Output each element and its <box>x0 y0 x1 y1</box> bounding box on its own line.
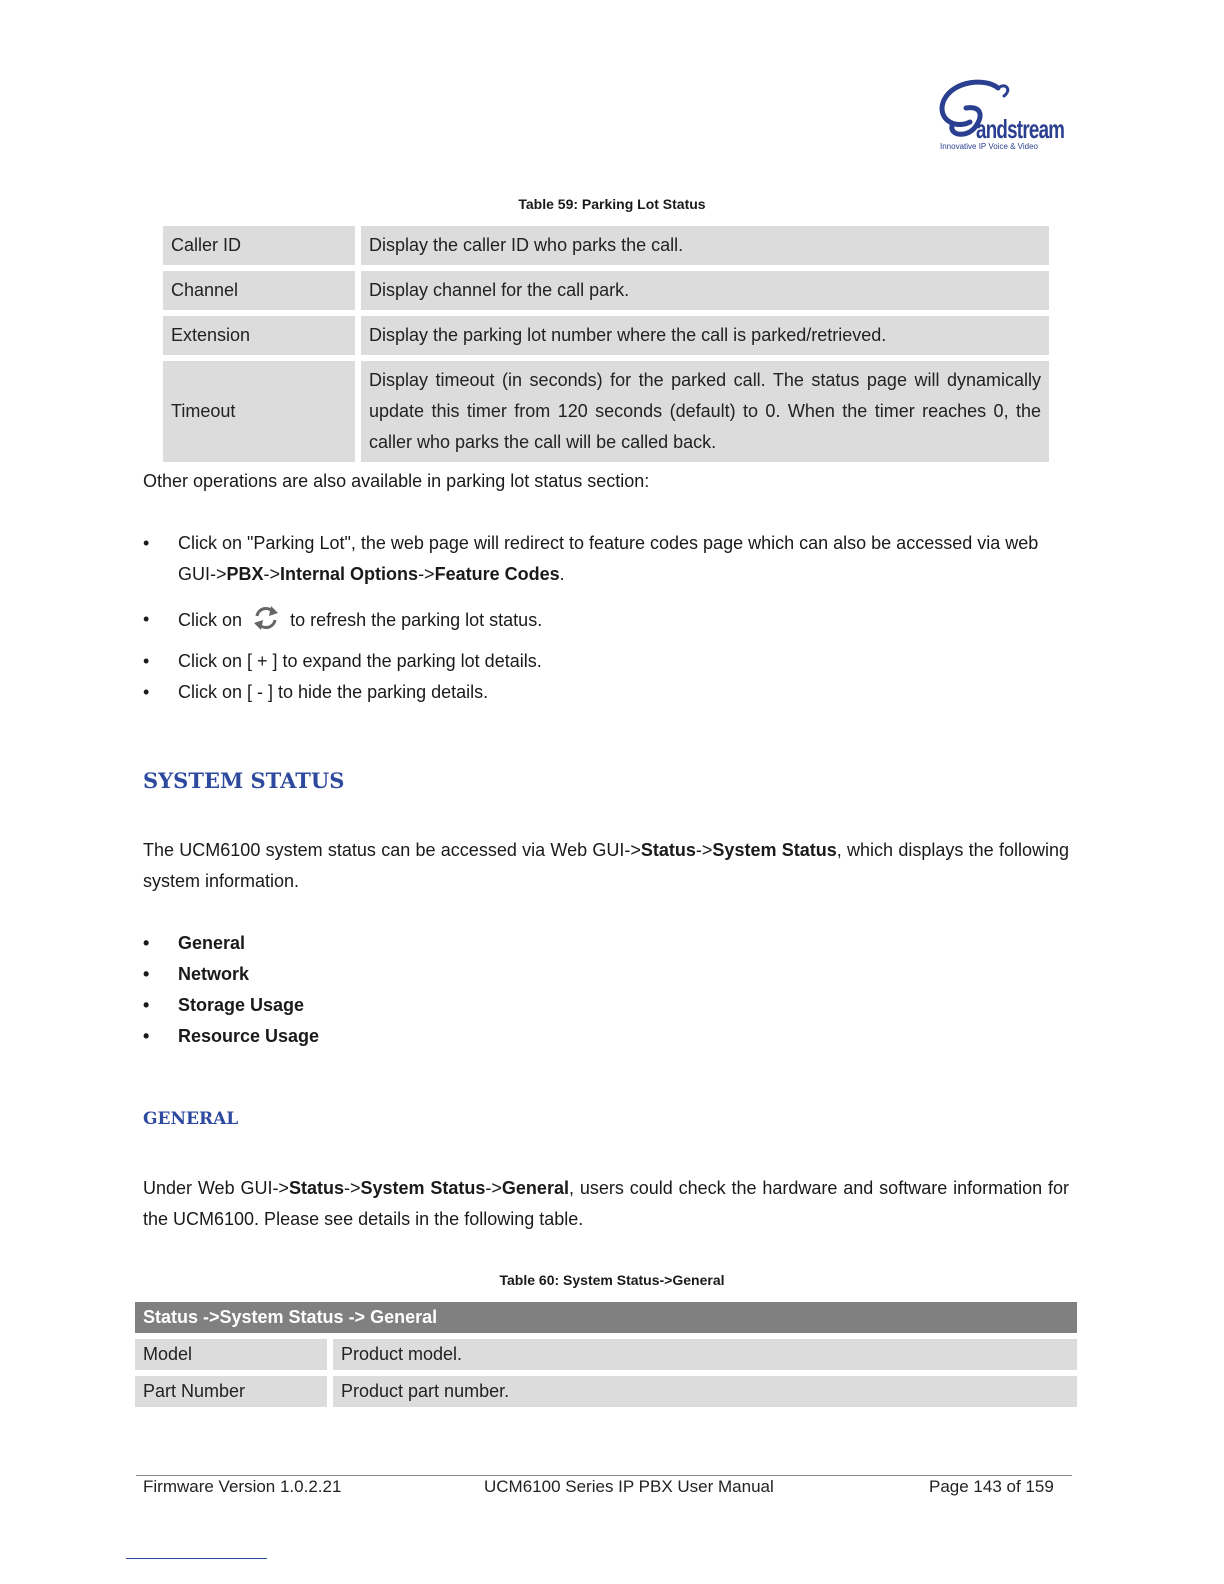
parking-lot-status-table <box>157 220 1055 468</box>
table-cell-key: Model <box>135 1339 327 1370</box>
list-item: • Click on [ + ] to expand the parking lot details. <box>143 646 1069 677</box>
table-row <box>135 1339 1077 1370</box>
pbx-link: PBX <box>226 564 264 584</box>
table60-caption: Table 60: System Status->General <box>499 1272 725 1288</box>
table-header-row <box>135 1302 1077 1333</box>
system-status-heading: SYSTEM STATUS <box>143 768 345 793</box>
table-cell-value: Display timeout (in seconds) for the parked call. The status page will dynamically update this timer from 120 seconds (default) to 0. When the timer reaches 0, the caller who parks the call will be called back. <box>361 361 1049 462</box>
footer-title: UCM6100 Series IP PBX User Manual <box>484 1477 774 1496</box>
table-cell-value: Product model. <box>333 1339 1077 1370</box>
list-item: • Click on to refresh the parking lot status. <box>143 604 1069 636</box>
logo-wordmark: andstream <box>976 114 1065 144</box>
list-item: • Network <box>143 959 1069 990</box>
table-cell-key: Channel <box>163 271 355 310</box>
table-cell-key: Caller ID <box>163 226 355 265</box>
table-cell-key: Extension <box>163 316 355 355</box>
refresh-icon <box>251 604 281 632</box>
table-row <box>163 271 1049 310</box>
table-cell-value: Display the parking lot number where the call is parked/retrieved. <box>361 316 1049 355</box>
system-info-list <box>143 928 1069 1052</box>
bottom-rule <box>126 1558 267 1559</box>
table-row <box>163 226 1049 265</box>
logo-tagline: Innovative IP Voice & Video <box>940 142 1038 151</box>
table-cell-value: Product part number. <box>333 1376 1077 1407</box>
table-header: Status ->System Status -> General <box>135 1302 1077 1333</box>
table-cell-value: Display channel for the call park. <box>361 271 1049 310</box>
table59-caption: Table 59: Parking Lot Status <box>518 196 706 212</box>
table-cell-key: Timeout <box>163 361 355 462</box>
system-status-general-table <box>129 1296 1083 1413</box>
footer-firmware: Firmware Version 1.0.2.21 <box>143 1477 342 1496</box>
other-ops-list <box>143 528 1069 708</box>
system-status-paragraph: The UCM6100 system status can be accessed via Web GUI->Status->System Status, which displays the following system information. <box>143 840 1069 891</box>
table-cell-value: Display the caller ID who parks the call. <box>361 226 1049 265</box>
table-row <box>163 316 1049 355</box>
footer-page-number: Page 143 of 159 <box>929 1477 1054 1496</box>
other-ops-intro: Other operations are also available in parking lot status section: <box>143 471 650 491</box>
table-row <box>135 1376 1077 1407</box>
list-item: • General <box>143 928 1069 959</box>
table-cell-key: Part Number <box>135 1376 327 1407</box>
table-row <box>163 361 1049 462</box>
list-item: • Resource Usage <box>143 1021 1069 1052</box>
list-item: • Storage Usage <box>143 990 1069 1021</box>
footer-divider <box>136 1475 1072 1476</box>
grandstream-logo <box>936 78 1066 154</box>
list-item: • Click on [ - ] to hide the parking details. <box>143 677 1069 708</box>
general-paragraph: Under Web GUI->Status->System Status->General, users could check the hardware and software information for the UCM6100. Please see details in the following table. <box>143 1178 1069 1229</box>
general-heading: GENERAL <box>143 1109 239 1129</box>
list-item: • Click on "Parking Lot", the web page will redirect to feature codes page which can also be accessed via web GUI->PBX->Internal Options->Feature Codes. <box>143 528 1069 590</box>
